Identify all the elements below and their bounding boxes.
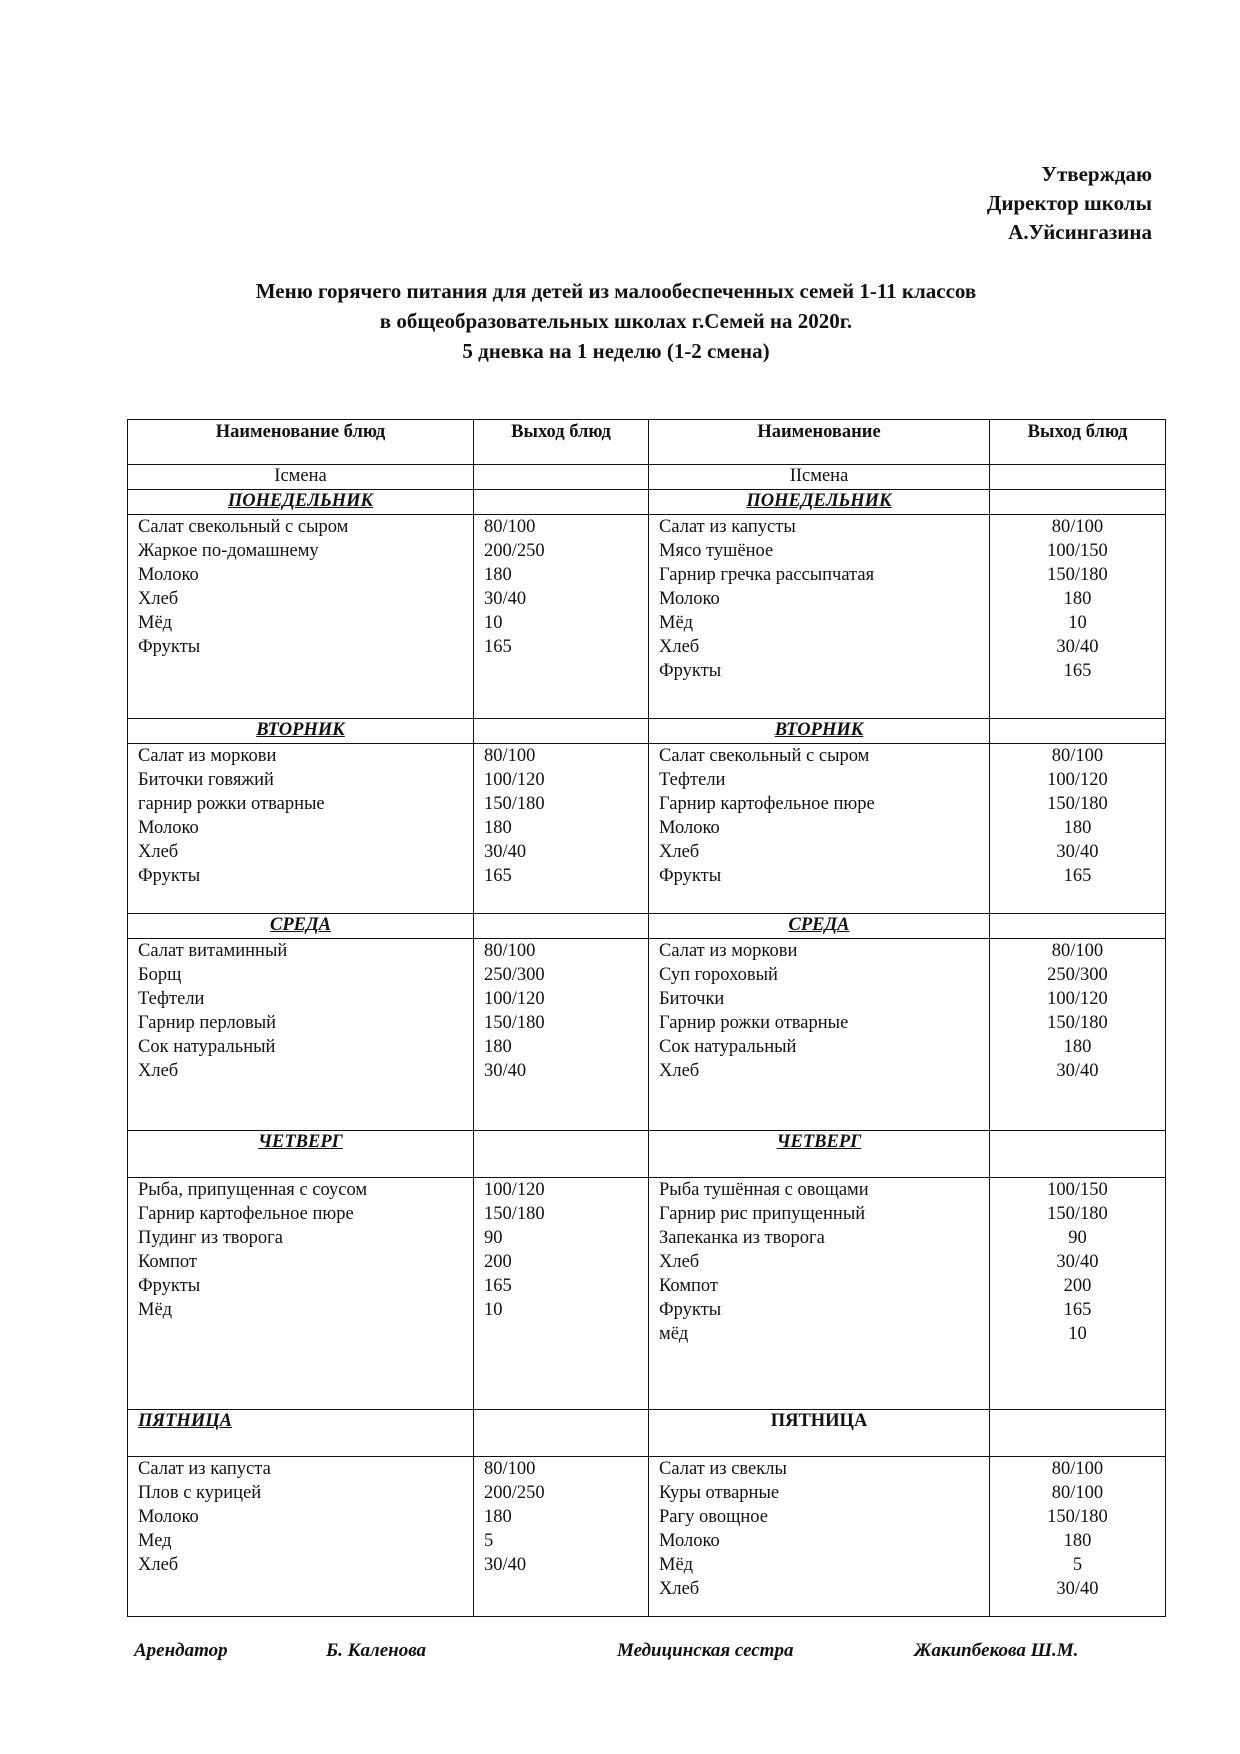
dish-quantity: 80/100 [484,517,536,537]
day-row-empty [474,1410,649,1457]
dish-name: Фрукты [138,866,201,886]
dish-quantity: 165 [484,1276,512,1296]
day-label-shift2: ЧЕТВЕРГ [649,1131,990,1178]
dish-name: Молоко [138,565,199,585]
dish-name: Хлеб [659,1061,700,1081]
approval-line-3: А.Уйсингазина [1008,220,1152,244]
shift2-dishes [649,939,990,1131]
dish-name: Борщ [138,965,182,985]
day-label-shift2: ПОНЕДЕЛЬНИК [649,490,990,515]
dish-quantity: 150/180 [484,794,545,814]
table-header-row [128,420,1166,465]
shift-1-empty [474,465,649,490]
dish-name: Гарнир рис припущенный [659,1204,866,1224]
dish-name: Мясо тушёное [659,541,774,561]
dish-quantity: 90 [1068,1228,1087,1248]
day-row-empty [474,914,649,939]
title-line-3: 5 дневка на 1 неделю (1-2 смена) [462,339,770,363]
dish-name: Мёд [659,1555,694,1575]
dish-name: Хлеб [138,842,179,862]
dish-quantity: 30/40 [1056,1579,1099,1599]
dish-name: Хлеб [138,1061,179,1081]
dish-quantity: 165 [484,866,512,886]
dish-name: Плов с курицей [138,1483,262,1503]
header-output-1: Выход блюд [474,420,649,465]
dish-quantity: 150/180 [484,1204,545,1224]
day-label-shift2: ВТОРНИК [649,719,990,744]
shift2-quantities [990,1178,1166,1410]
shift1-quantities [474,939,649,1131]
dish-name: Салат из моркови [138,746,277,766]
dish-name: Тефтели [138,989,205,1009]
day-row-empty [990,490,1166,515]
shift1-dishes [128,1457,474,1617]
dish-quantity: 100/120 [484,1180,545,1200]
dish-quantity: 150/180 [1047,1507,1108,1527]
menu-table [127,419,1166,1617]
title-line-1: Меню горячего питания для детей из малообеспеченных семей 1-11 классов [255,279,977,303]
dish-name: Салат витаминный [138,941,288,961]
dish-quantity: 100/120 [484,770,545,790]
day-row-empty [474,1131,649,1178]
dish-name: Салат из моркови [659,941,798,961]
dish-quantity: 90 [484,1228,503,1248]
dish-quantity: 80/100 [1051,1459,1104,1479]
dish-quantity: 5 [484,1531,494,1551]
dish-quantity: 30/40 [1056,1252,1099,1272]
dish-name: Биточки [659,989,725,1009]
dish-name: Биточки говяжий [138,770,274,790]
dish-quantity: 180 [1063,589,1092,609]
dish-quantity: 100/120 [1047,989,1108,1009]
day-row-empty [990,719,1166,744]
dish-name: Фрукты [659,661,722,681]
dish-quantity: 30/40 [1056,842,1099,862]
dish-quantity: 180 [1063,818,1092,838]
items-row-monday [128,515,1166,719]
dish-name: Мёд [138,613,173,633]
dish-name: Молоко [138,818,199,838]
dish-quantity: 150/180 [1047,1204,1108,1224]
dish-name: Тефтели [659,770,726,790]
shift2-quantities [990,744,1166,914]
shift1-dishes [128,939,474,1131]
dish-name: Жаркое по-домашнему [138,541,319,561]
dish-name: Молоко [138,1507,199,1527]
dish-quantity: 10 [484,613,503,633]
dish-name: Салат из капусты [659,517,796,537]
signature-footer [0,1640,1240,1670]
dish-quantity: 80/100 [484,746,536,766]
dish-name: Пудинг из творога [138,1228,283,1248]
signatory-role-2: Медицинская сестра [617,1640,794,1661]
dish-name: Гарнир гречка рассыпчатая [659,565,875,585]
dish-name: Хлеб [659,1252,700,1272]
dish-name: Мёд [659,613,694,633]
dish-quantity: 10 [484,1300,503,1320]
dish-name: Рыба тушённая с овощами [659,1180,869,1200]
approval-line-2: Директор школы [986,191,1152,215]
dish-name: Хлеб [659,637,700,657]
dish-name: Фрукты [659,866,722,886]
dish-name: Рагу овощное [659,1507,768,1527]
shift1-dishes [128,1178,474,1410]
items-row-thursday [128,1178,1166,1410]
shift2-quantities [990,515,1166,719]
dish-quantity: 180 [484,1037,512,1057]
dish-quantity: 30/40 [484,1555,527,1575]
dish-name: Мед [138,1531,172,1551]
dish-quantity: 180 [484,818,512,838]
document-title [0,276,1240,366]
shift-row [128,465,1166,490]
dish-name: Гарнир картофельное пюре [138,1204,354,1224]
dish-quantity: 100/150 [1047,1180,1108,1200]
dish-quantity: 150/180 [1047,794,1108,814]
signatory-name-2: Жакипбекова Ш.М. [914,1640,1079,1661]
dish-quantity: 250/300 [484,965,545,985]
dish-quantity: 150/180 [1047,1013,1108,1033]
dish-quantity: 180 [1063,1037,1092,1057]
dish-quantity: 30/40 [1056,637,1099,657]
dish-quantity: 30/40 [1056,1061,1099,1081]
dish-quantity: 30/40 [484,589,527,609]
dish-quantity: 150/180 [1047,565,1108,585]
day-row-thursday [128,1131,1166,1178]
day-row-empty [990,914,1166,939]
dish-quantity: 100/120 [484,989,545,1009]
dish-quantity: 200 [1063,1276,1092,1296]
day-row-monday [128,490,1166,515]
dish-name: Молоко [659,1531,720,1551]
day-row-tuesday [128,719,1166,744]
shift-2-label: IIсмена [649,465,990,490]
dish-name: Запеканка из творога [659,1228,825,1248]
dish-name: Фрукты [138,1276,201,1296]
dish-name: Фрукты [659,1300,722,1320]
dish-quantity: 5 [1072,1555,1083,1575]
day-row-empty [474,719,649,744]
shift2-quantities [990,939,1166,1131]
dish-name: Хлеб [659,842,700,862]
day-label-shift1: ВТОРНИК [128,719,474,744]
dish-quantity: 80/100 [484,941,536,961]
shift2-dishes [649,1178,990,1410]
shift1-dishes [128,744,474,914]
dish-name: Гарнир картофельное пюре [659,794,875,814]
signatory-name-1: Б. Каленова [326,1640,427,1661]
day-label-shift1: ПЯТНИЦА [128,1410,474,1457]
dish-quantity: 10 [1068,613,1087,633]
dish-name: Хлеб [138,1555,179,1575]
header-dish-name-1: Наименование блюд [128,420,474,465]
dish-quantity: 250/300 [1047,965,1108,985]
header-dish-name-2: Наименование [649,420,990,465]
shift2-dishes [649,744,990,914]
dish-name: Мёд [138,1300,173,1320]
day-label-shift1: ЧЕТВЕРГ [128,1131,474,1178]
dish-name: Гарнир перловый [138,1013,277,1033]
dish-quantity: 180 [484,565,512,585]
shift2-quantities [990,1457,1166,1617]
dish-quantity: 80/100 [1051,746,1104,766]
dish-quantity: 80/100 [1051,941,1104,961]
shift-2-empty [990,465,1166,490]
shift2-dishes [649,1457,990,1617]
approval-block [987,160,1152,247]
dish-quantity: 30/40 [484,842,527,862]
dish-name: Компот [659,1276,719,1296]
dish-name: Хлеб [659,1579,700,1599]
items-row-wednesday [128,939,1166,1131]
day-label-shift2: СРЕДА [649,914,990,939]
dish-quantity: 80/100 [484,1459,536,1479]
day-row-wednesday [128,914,1166,939]
signatory-role-1: Арендатор [134,1640,228,1661]
day-label-shift2: ПЯТНИЦА [649,1410,990,1457]
items-row-friday [128,1457,1166,1617]
dish-name: Сок натуральный [138,1037,276,1057]
shift-1-label: Iсмена [128,465,474,490]
dish-quantity: 30/40 [484,1061,527,1081]
day-row-empty [990,1131,1166,1178]
dish-quantity: 165 [1063,866,1092,886]
shift1-dishes [128,515,474,719]
dish-name: Куры отварные [659,1483,780,1503]
dish-name: Хлеб [138,589,179,609]
day-label-shift1: СРЕДА [128,914,474,939]
dish-quantity: 165 [1063,661,1092,681]
items-row-tuesday [128,744,1166,914]
shift1-quantities [474,1178,649,1410]
dish-name: Салат из капуста [138,1459,271,1479]
day-row-friday [128,1410,1166,1457]
dish-quantity: 100/120 [1047,770,1108,790]
dish-quantity: 165 [1063,1300,1092,1320]
dish-name: Суп гороховый [659,965,778,985]
dish-quantity: 100/150 [1047,541,1108,561]
day-label-shift1: ПОНЕДЕЛЬНИК [128,490,474,515]
header-output-2: Выход блюд [990,420,1166,465]
dish-name: Салат из свеклы [659,1459,787,1479]
shift2-dishes [649,515,990,719]
shift1-quantities [474,1457,649,1617]
dish-quantity: 180 [484,1507,512,1527]
approval-line-1: Утверждаю [1041,162,1152,186]
dish-quantity: 150/180 [484,1013,545,1033]
dish-name: Молоко [659,818,720,838]
dish-quantity: 10 [1068,1324,1087,1344]
shift1-quantities [474,744,649,914]
day-row-empty [474,490,649,515]
dish-quantity: 80/100 [1051,1483,1104,1503]
shift1-quantities [474,515,649,719]
dish-name: Салат свекольный с сыром [659,746,870,766]
dish-name: Фрукты [138,637,201,657]
dish-name: гарнир рожки отварные [138,794,325,814]
title-line-2: в общеобразовательных школах г.Семей на 2020г. [379,309,853,333]
dish-quantity: 80/100 [1051,517,1104,537]
dish-quantity: 200/250 [484,1483,545,1503]
dish-name: Сок натуральный [659,1037,797,1057]
dish-name: Компот [138,1252,198,1272]
dish-name: Салат свекольный с сыром [138,517,349,537]
dish-name: Молоко [659,589,720,609]
dish-quantity: 200/250 [484,541,545,561]
dish-name: Гарнир рожки отварные [659,1013,849,1033]
dish-quantity: 180 [1063,1531,1092,1551]
dish-name: мёд [659,1324,689,1344]
dish-name: Рыба, припущенная с соусом [138,1180,368,1200]
dish-quantity: 200 [484,1252,512,1272]
dish-quantity: 165 [484,637,512,657]
day-row-empty [990,1410,1166,1457]
